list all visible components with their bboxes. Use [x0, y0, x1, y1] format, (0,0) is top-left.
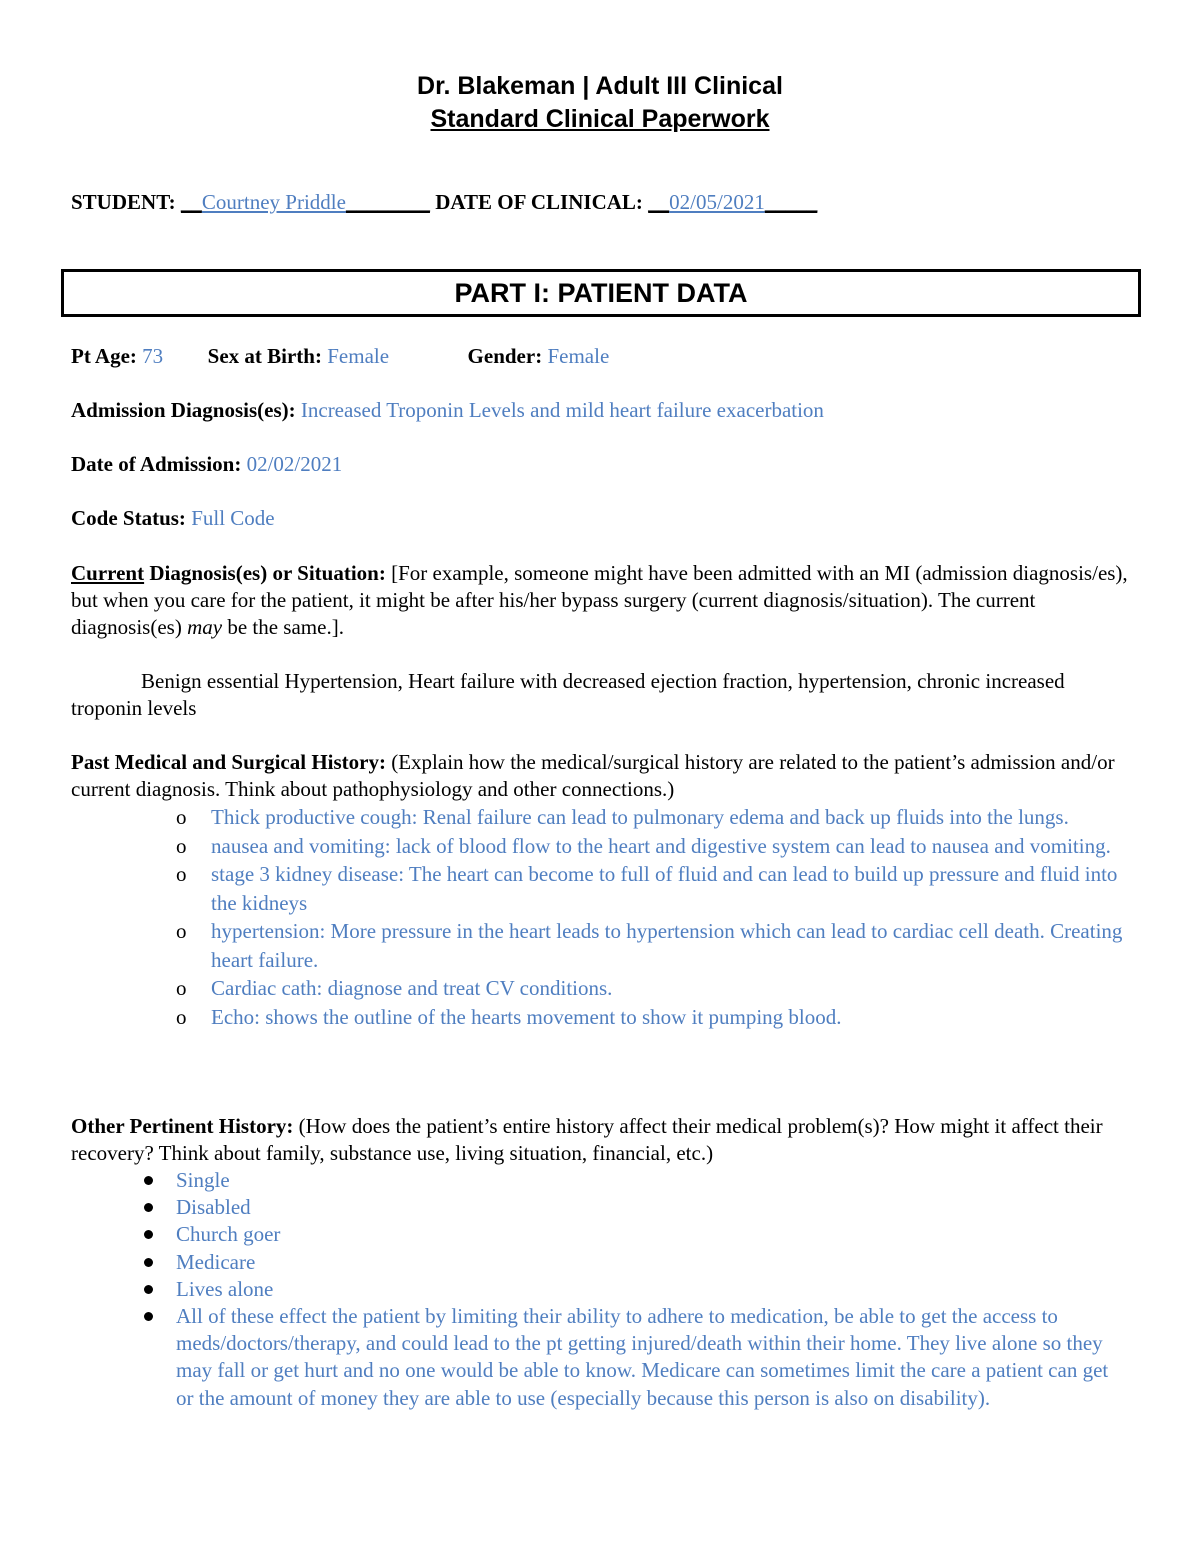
list-item: o stage 3 kidney disease: The heart can become to full of fluid and can lead to build up pressure and fluid into the kidneys: [176, 862, 1118, 915]
other-history-label: Other Pertinent History:: [71, 1114, 294, 1138]
code-status-row: [71, 506, 275, 531]
document-subtitle: Standard Clinical Paperwork: [430, 105, 770, 133]
list-item: Disabled: [140, 1194, 1130, 1221]
section-title: PART I: PATIENT DATA: [454, 277, 748, 308]
list-item: o nausea and vomiting: lack of blood flow to the heart and digestive system can lead to nausea and vomiting.: [176, 832, 1136, 861]
document-title: Dr. Blakeman | Adult III Clinical: [417, 72, 783, 100]
date-of-clinical-label: DATE OF CLINICAL:: [435, 190, 643, 214]
student-label: STUDENT: [71, 190, 169, 214]
list-marker: o: [176, 1004, 187, 1029]
bullet-icon: [144, 1203, 153, 1212]
bullet-icon: [144, 1285, 153, 1294]
current-dx-instructions-italic: may: [187, 615, 223, 639]
bullet-icon: [144, 1176, 153, 1185]
past-history-instructions: [71, 749, 1133, 803]
student-line: STUDENT: __Courtney Priddle________ DATE OF CLINICAL: __02/05/2021_____: [71, 190, 818, 214]
list-item: Single: [140, 1167, 1130, 1194]
list-marker: o: [176, 805, 187, 829]
gender-label: Gender:: [467, 344, 543, 368]
past-history-list: [176, 803, 1136, 1031]
list-marker: o: [176, 833, 187, 858]
current-dx-label-underlined: Current: [71, 561, 145, 585]
current-dx-instructions-a: [For example, someone might have been admitted with an MI (admission diagnosis/es), but when you care for the patient, it might be after his/her bypass surgery (current diagnosis/situation). The current diagnosis(es): [71, 561, 1128, 639]
list-item: o hypertension: More pressure in the heart leads to hypertension which can lead to cardiac cell death. Creating heart failure.: [176, 919, 1123, 972]
admission-date-row: [71, 452, 342, 477]
past-history-instructions-text: (Explain how the medical/surgical history are related to the patient’s admission and/or current diagnosis. Think about pathophysiology and other connections.): [71, 750, 1115, 801]
list-marker: o: [176, 919, 187, 943]
admission-date-value: 02/02/2021: [246, 452, 343, 476]
bullet-icon: [144, 1312, 153, 1321]
bullet-icon: [144, 1258, 153, 1267]
list-item: Church goer: [140, 1221, 1130, 1248]
current-dx-label: Diagnosis(es) or Situation:: [144, 561, 386, 585]
admission-dx-value: Increased Troponin Levels and mild heart failure exacerbation: [300, 398, 824, 422]
current-diagnosis-instructions: [71, 560, 1133, 641]
code-status-value: Full Code: [191, 506, 275, 530]
list-marker: o: [176, 862, 187, 886]
other-history-instructions: [71, 1113, 1133, 1167]
list-item: Lives alone: [140, 1276, 1130, 1303]
current-dx-instructions-b: be the same.].: [222, 615, 344, 639]
other-history-list: [140, 1167, 1130, 1412]
demographics-row: [71, 344, 609, 369]
gender-value: Female: [547, 344, 610, 368]
bullet-icon: [144, 1230, 153, 1239]
sex-value: Female: [327, 344, 390, 368]
admission-diagnosis-row: [71, 398, 824, 423]
other-history-instructions-text: (How does the patient’s entire history affect their medical problem(s)? How might it affect their recovery? Think about family, substance use, living situation, financial, etc.): [71, 1114, 1103, 1165]
current-diagnosis-answer: Benign essential Hypertension, Heart failure with decreased ejection fraction, hypertension, chronic increased troponin levels: [71, 669, 1065, 720]
code-status-label: Code Status:: [71, 506, 186, 530]
sex-label: Sex at Birth:: [207, 344, 322, 368]
list-item: o Thick productive cough: Renal failure can lead to pulmonary edema and back up fluids into the lungs.: [176, 803, 1136, 832]
section-heading-box: [61, 269, 1141, 317]
list-marker: o: [176, 976, 187, 1000]
age-value: 73: [142, 344, 164, 368]
list-item: Medicare: [140, 1249, 1130, 1276]
list-item: o Cardiac cath: diagnose and treat CV conditions.: [176, 974, 1136, 1003]
student-name: Courtney Priddle: [201, 190, 346, 214]
age-label: Pt Age:: [71, 344, 137, 368]
admission-date-label: Date of Admission:: [71, 452, 242, 476]
date-of-clinical-value: 02/05/2021: [669, 190, 765, 214]
list-item: o Echo: shows the outline of the hearts movement to show it pumping blood.: [176, 1003, 1136, 1032]
past-history-label: Past Medical and Surgical History:: [71, 750, 386, 774]
admission-dx-label: Admission Diagnosis(es):: [71, 398, 296, 422]
list-item: All of these effect the patient by limiting their ability to adhere to medication, be able to get the access to meds/doctors/therapy, and could lead to the pt getting injured/death within their home. They live alone so they may fall or get hurt and no one would be able to know. Medicare can sometimes limit the care a patient can get or the amount of money they are able to use (especially because this person is also on disability).: [140, 1303, 1130, 1412]
